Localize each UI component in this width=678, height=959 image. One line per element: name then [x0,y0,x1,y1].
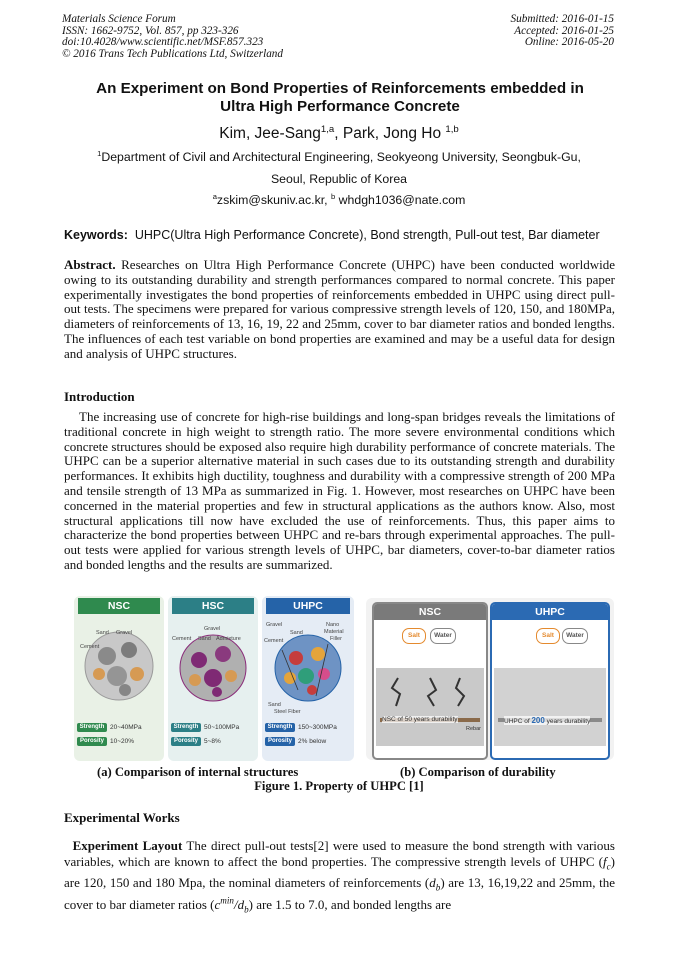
db-subscript-2: b [244,904,249,915]
experimental-t3: ) are 13, 16,19,22 and 25mm, the cover to bar diameter ratios ( [64,875,616,912]
affiliation-line-2: Seoul, Republic of Korea [270,172,408,186]
nsc-strength-value: 20~40MPa [110,724,142,731]
rebar-label: Rebar [466,726,481,732]
uhpc-label-0: Gravel [266,622,283,628]
hsc-porosity-chip: Porosity [171,737,201,746]
uhpc-label-7: Steel Fiber [274,709,301,715]
salt-bubble-uhpc: Salt [536,628,560,644]
experiment-layout-label: Experiment Layout [72,838,183,853]
figure-caption: Figure 1. Property of UHPC [1] [254,779,424,793]
panel-nsc-tab: NSC [78,598,160,614]
nsc-label-1: Gravel [116,630,133,636]
abstract-text: Researches on Ultra High Performance Concrete (UHPC) have been conducted worldwide owing to its outstanding durability and strength performances compared to normal concrete. This paper experimentally investigates the bond properties of reinforcements embedded in UHPC using direct pull-out tests. The specimens were prepared for various compressive strength levels of 120, 150, and 180MPa, diameters of reinforcements of 13, 16, 19, 22 and 25mm, cover to bar diameter ratios and bonded lengths. The influences of each test variable on bond properties are examined and may be a useful data for design and analysis of UHPC structures. [64,257,615,361]
panel-hsc [168,596,258,761]
intro-heading: Introduction [64,389,135,404]
email-a[interactable]: zskim@skuniv.ac.kr, [216,193,331,207]
author-1: Kim, Jee-Sang [219,125,321,142]
email-line [0,193,678,207]
email-b-sup: b [331,191,336,201]
cmin-subscript: min [220,895,234,906]
nsc-porosity-chip: Porosity [77,737,107,746]
uhpc-intact-image [494,648,606,748]
uhpc-porosity-chip: Porosity [265,737,295,746]
db-symbol-2: d [237,896,245,912]
hsc-strength-chip: Strength [171,723,201,732]
affiliation-sup: 1 [97,148,102,158]
author-2: , Park, Jong Ho [334,125,442,142]
experimental-t4: ) are 1.5 to 7.0, and bonded lengths are [248,896,452,912]
intro-text: The increasing use of concrete for high-rise buildings and long-span bridges reveals the limitations of traditional concrete in high weight to strength ratio. The more severe environmental conditions which concrete structures should be exposed also require high durability performance of concrete materials. The UHPC can be a superior alternative material in such cases due to its outstanding strength and durability performances. It exhibits high ductility, toughness and durability with a compressive strength of 200 MPa and tensile strength of 13 MPa as summarized in Fig. 1. However, most researches on UHPC have been concerned in the material properties and few in structural applications as the authors know. Also, most structural applications till now have excluded the use of reinforcements. Thus, this paper aims to characterize the bond properties between UHPC and re-bars through experimental approaches. The pull-out tests were applied for various strength levels of UHPC, bar diameters, cover-to-bar diameter ratios and bonded lengths and the results are summarized. [64,409,615,572]
cmin-symbol: c [214,896,221,912]
email-b[interactable]: whdgh1036@nate.com [335,193,466,207]
hsc-label-3: Admixture [216,636,241,642]
uhpc-durability-label [504,716,590,725]
email-a-sup: a [212,191,217,201]
nsc-durability-label: NSC of 50 years durability [382,716,458,723]
salt-bubble-nsc: Salt [402,628,426,644]
hsc-label-0: Gravel [204,626,221,632]
figure-1b [366,598,614,760]
water-bubble-nsc: Water [430,628,456,644]
nsc-porosity-value: 10~20% [110,738,135,745]
nsc-label-2: Cement [80,644,100,650]
nsc-crack-image [376,648,484,748]
date-submitted: Submitted: 2016-01-15 [510,13,614,25]
uhpc-label-6: Sand [268,702,281,708]
affiliation-text-1: Department of Civil and Architectural Engineering, Seokyeong University, Seongbuk-Gu, [101,150,581,164]
hsc-structure-image [173,620,253,705]
dates-info [511,14,614,49]
keywords [64,228,600,242]
nsc-label-0: Sand [96,630,109,636]
date-accepted: Accepted: 2016-01-25 [514,24,614,37]
uhpc-durability-post: years durability [544,718,591,725]
durability-nsc [372,602,488,760]
db-symbol: d [429,875,436,891]
experimental-t2: ) are 120, 150 and 180 Mpa, the nominal diameters of reinforcements ( [64,853,615,891]
experimental-t1: The direct pull-out tests[2] were used to measure the bond strength with various variables, which are known to affect the bond properties. The compressive strength levels of UHPC ( [64,838,615,869]
author-2-sup: 1,b [445,123,459,135]
uhpc-durability-pre: UHPC of [504,718,532,725]
abstract [64,258,615,362]
journal-issn: ISSN: 1662-9752, Vol. 857, pp 323-326 [62,24,239,37]
uhpc-durability-num: 200 [531,716,545,725]
durability-uhpc-tab: UHPC [492,604,608,620]
fc-symbol: f [602,853,607,869]
uhpc-label-3: Material [324,629,344,635]
author-list [0,125,678,143]
keywords-text: UHPC(Ultra High Performance Concrete), Bond strength, Pull-out test, Bar diameter [127,228,600,242]
uhpc-strength-chip: Strength [265,723,295,732]
panel-uhpc [262,596,354,761]
hsc-label-1: Cement [172,636,192,642]
experimental-text: Experiment Layout The direct pull-out tests[2] were used to measure the bond strength with various variables, which are known to affect the bond properties. The compressive strength levels of UHPC $(f_c)$ are 120, 150 and 180 Mpa, the nominal diameters of reinforcements $(d_b)$ are 13, 16,19,22 and 25mm, the cover to bar diameter ratios $(c^{min}/d_b)$ are 1.5 to 7.0, and bonded lengths are [64,838,616,915]
hsc-label-2: Sand [198,636,211,642]
author-1-sup: 1,a [320,123,335,135]
water-bubble-uhpc: Water [562,628,588,644]
db-subscript: b [435,882,441,893]
durability-uhpc [490,602,610,760]
panel-nsc [74,596,164,761]
durability-nsc-tab: NSC [374,604,486,620]
panel-hsc-tab: HSC [172,598,254,614]
journal-name: Materials Science Forum [62,13,176,25]
fc-subscript: c [606,861,611,872]
caption-a: (a) Comparison of internal structures [97,765,299,779]
uhpc-label-1: Sand [290,630,303,636]
title-line-1: An Experiment on Bond Properties of Reinforcements embedded in [96,80,584,97]
date-online: Online: 2016-05-20 [524,36,614,49]
panel-uhpc-tab: UHPC [266,598,350,614]
caption-b: (b) Comparison of durability [400,765,556,779]
uhpc-strength-value: 150~300MPa [298,724,337,731]
hsc-porosity-value: 5~8% [204,738,221,745]
affiliation-line-1 [0,150,678,164]
uhpc-porosity-value: 2% below [298,738,327,745]
hsc-strength-value: 50~100MPa [204,724,240,731]
title-line-2: Ultra High Performance Concrete [220,98,460,115]
journal-doi[interactable]: doi:10.4028/www.scientific.net/MSF.857.323 [62,36,264,49]
keywords-label: Keywords: [64,228,128,242]
uhpc-label-2: Nano [326,622,340,628]
abstract-label: Abstract. [64,257,116,272]
uhpc-label-4: Filler [330,636,342,642]
paper-title [60,80,620,116]
uhpc-label-5: Cement [264,638,284,644]
figure-1a [74,596,354,761]
experimental-heading: Experimental Works [64,810,180,825]
journal-info [62,14,283,60]
nsc-strength-chip: Strength [77,723,107,732]
journal-copyright: © 2016 Trans Tech Publications Ltd, Switzerland [62,47,283,60]
